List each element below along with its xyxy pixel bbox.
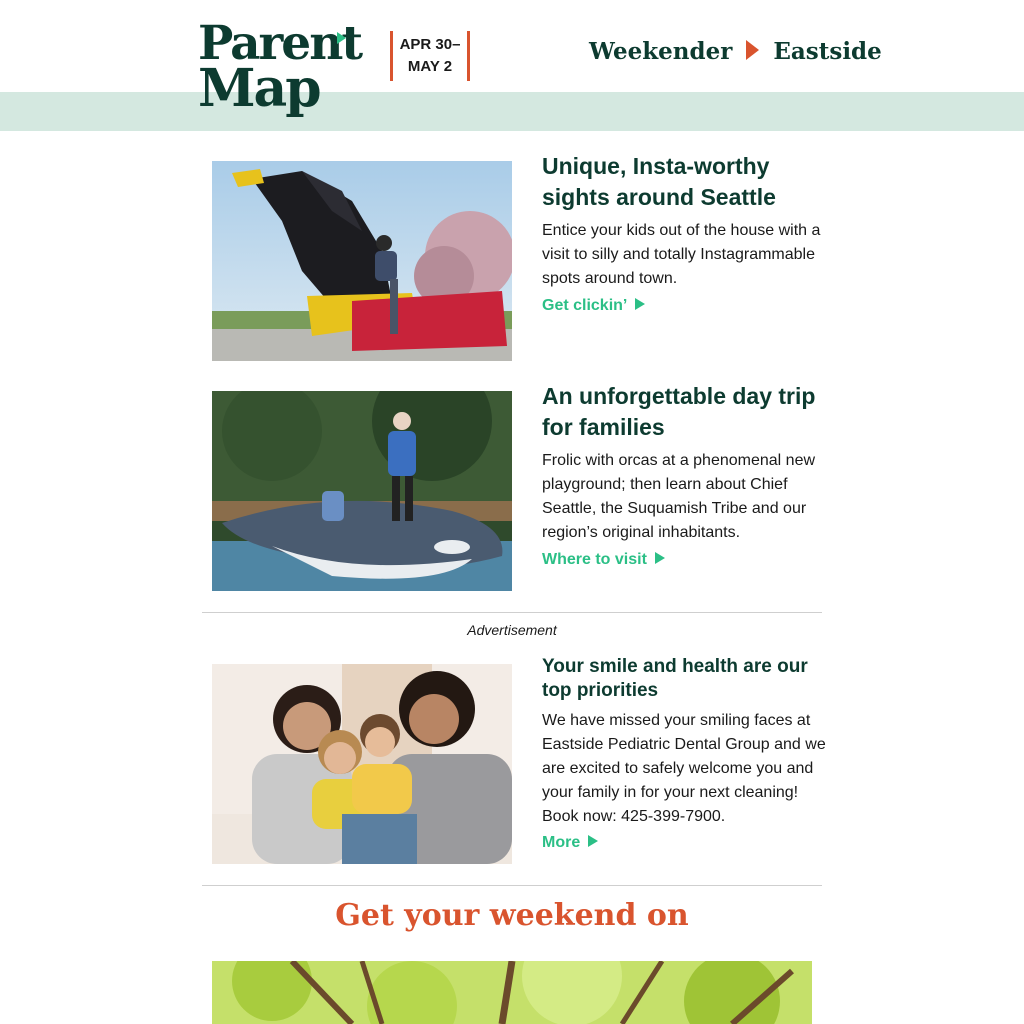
parentmap-logo[interactable] [198, 14, 362, 124]
ad-body: We have missed your smiling faces at Eastside Pediatric Dental Group and we are excited to safely welcome you and your family in for your next cleaning! Book now: 425-399-7900. [542, 712, 826, 825]
play-arrow-icon [655, 552, 665, 564]
orca-playground-image[interactable] [212, 391, 512, 591]
header-band [0, 92, 1024, 131]
play-arrow-icon [746, 40, 759, 60]
divider [202, 612, 822, 613]
crow-sculpture-image[interactable] [212, 161, 512, 361]
play-arrow-icon [635, 298, 645, 310]
where-to-visit-link[interactable] [542, 551, 665, 569]
play-arrow-icon [588, 835, 598, 847]
article-2 [542, 381, 827, 545]
ad-cta-label: More [542, 834, 581, 851]
divider [202, 885, 822, 886]
article-2-title[interactable]: An unforgettable day trip for families [542, 383, 816, 440]
advertisement-label: Advertisement [467, 622, 557, 638]
article-1 [542, 151, 827, 291]
logo-line-1: Parent [198, 16, 362, 71]
edition-title [589, 38, 882, 65]
section-headline: Get your weekend on [335, 898, 689, 933]
family-photo-image[interactable] [212, 664, 512, 864]
date-range [390, 31, 470, 81]
article-1-title[interactable]: Unique, Insta-worthy sights around Seattle [542, 153, 776, 210]
edition-label: Weekender [589, 38, 733, 65]
article-2-cta-label: Where to visit [542, 551, 647, 568]
article-1-body: Entice your kids out of the house with a visit to silly and totally Instagrammable spots around town. [542, 222, 821, 287]
ad-title[interactable]: Your smile and health are our top priorities [542, 656, 808, 701]
date-start: APR 30– [399, 36, 461, 53]
article-1-cta-label: Get clickin’ [542, 297, 628, 314]
region-label: Eastside [773, 38, 882, 65]
article-2-body: Frolic with orcas at a phenomenal new playground; then learn about Chief Seattle, the Suquamish Tribe and our region’s original inhabitants. [542, 452, 816, 541]
advertisement [542, 655, 827, 829]
tree-canopy-image[interactable] [212, 961, 812, 1024]
logo-play-icon [337, 32, 346, 44]
date-end: MAY 2 [407, 58, 453, 75]
get-clickin-link[interactable] [542, 297, 645, 315]
more-link[interactable] [542, 834, 598, 852]
logo-line-2: Map [198, 58, 320, 119]
